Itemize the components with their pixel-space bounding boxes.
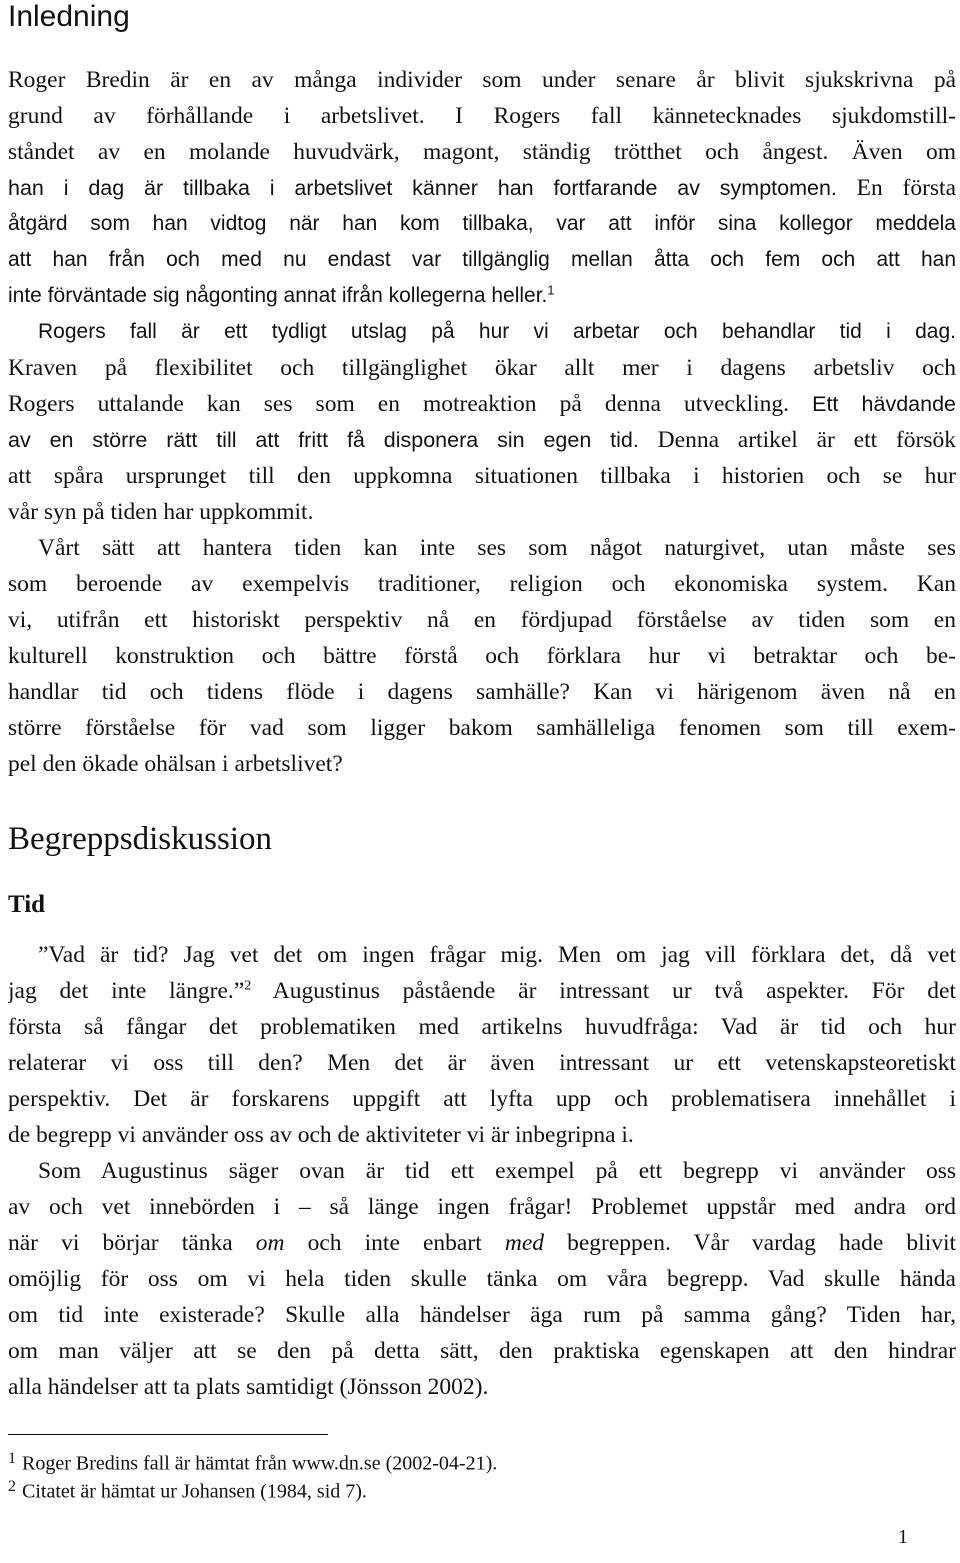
intro-line-11-sans: av en större rätt till att fritt få disponera sin egen tid. xyxy=(8,428,639,452)
page-number: 1 xyxy=(898,1526,908,1548)
footnote-2 xyxy=(8,1474,367,1503)
footnote-ref-1: 1 xyxy=(547,283,555,298)
concepts-line-12: om man väljer att se den på detta sätt, den praktiska egenskapen att den hindrar xyxy=(8,1338,956,1364)
intro-line-10 xyxy=(8,386,956,422)
intro-line-10-sans: Ett hävdande xyxy=(812,392,956,416)
footnote-separator xyxy=(8,1434,328,1435)
concepts-line-5: perspektiv. Det är forskarens uppgift att lyfta upp och problematisera innehållet i xyxy=(8,1086,956,1112)
concepts-line-9-a: när vi börjar tänka xyxy=(8,1230,233,1256)
footnote-2-number: 2 xyxy=(8,1478,16,1495)
concepts-line-8: av och vet innebörden i – så länge ingen frågar! Problemet uppstår med andra ord xyxy=(8,1194,956,1220)
intro-line-11 xyxy=(8,422,956,458)
concepts-line-2-quote-end: jag det inte längre.” xyxy=(8,978,245,1004)
concepts-line-7: Som Augustinus säger ovan är tid ett exempel på ett begrepp vi använder oss xyxy=(38,1158,956,1184)
concepts-line-9 xyxy=(8,1225,956,1261)
intro-line-13: vår syn på tiden har uppkommit. xyxy=(8,499,314,525)
footnote-1 xyxy=(8,1446,498,1475)
concepts-line-6: de begrepp vi använder oss av och de aktiviteter vi är inbegripna i. xyxy=(8,1122,634,1148)
concepts-line-9-om: om xyxy=(255,1230,285,1256)
subsection-heading-tid: Tid xyxy=(8,891,46,918)
footnote-ref-2: 2 xyxy=(244,977,252,994)
intro-line-4 xyxy=(8,170,956,206)
intro-line-20: pel den ökade ohälsan i arbetslivet? xyxy=(8,751,343,777)
footnote-1-number: 1 xyxy=(8,1450,16,1467)
intro-line-7-text: inte förväntade sig någonting annat ifrån kollegerna heller. xyxy=(8,284,548,307)
concepts-line-13: alla händelser att ta plats samtidigt (Jönsson 2002). xyxy=(8,1374,489,1400)
intro-line-6: att han från och med nu endast var tillgänglig mellan åtta och fem och att han xyxy=(8,248,956,271)
intro-line-8: Rogers fall är ett tydligt utslag på hur vi arbetar och behandlar tid i dag. xyxy=(38,320,956,343)
intro-line-3: ståndet av en molande huvudvärk, magont, ständig trötthet och ångest. Även om xyxy=(8,139,956,165)
concepts-line-1: ”Vad är tid? Jag vet det om ingen frågar mig. Men om jag vill förklara det, då vet xyxy=(38,942,956,968)
section-heading-begreppsdiskussion: Begreppsdiskussion xyxy=(8,821,272,857)
concepts-line-4: relaterar vi oss till den? Men det är även intressant ur ett vetenskapsteoretiskt xyxy=(8,1050,956,1076)
concepts-line-9-c: begreppen. Vår vardag hade blivit xyxy=(567,1230,956,1256)
intro-line-2: grund av förhållande i arbetslivet. I Rogers fall kännetecknades sjukdomstill- xyxy=(8,103,956,129)
intro-line-4-sans: han i dag är tillbaka i arbetslivet känner han fortfarande av symptomen. xyxy=(8,176,837,200)
intro-line-10-serif: Rogers uttalande kan ses som en motreaktion på denna utveckling. xyxy=(8,391,790,417)
intro-line-5: åtgärd som han vidtog när han kom tillbaka, var att inför sina kollegor meddela xyxy=(8,212,956,235)
intro-line-12: att spåra ursprunget till den uppkomna situationen tillbaka i historien och se hur xyxy=(8,463,956,489)
concepts-line-10: omöjlig för oss om vi hela tiden skulle tänka om våra begrepp. Vad skulle hända xyxy=(8,1266,956,1292)
intro-line-9: Kraven på flexibilitet och tillgänglighet ökar allt mer i dagens arbetsliv och xyxy=(8,355,956,381)
intro-line-17: kulturell konstruktion och bättre förstå och förklara hur vi betraktar och be- xyxy=(8,643,956,669)
intro-line-7 xyxy=(8,278,956,314)
concepts-line-2 xyxy=(8,973,956,1009)
concepts-line-3: första så fångar det problematiken med artikelns huvudfråga: Vad är tid och hur xyxy=(8,1014,956,1040)
intro-line-11-serif: Denna artikel är ett försök xyxy=(657,427,956,453)
intro-line-1: Roger Bredin är en av många individer som under senare år blivit sjukskrivna på xyxy=(8,67,956,93)
intro-line-18: handlar tid och tidens flöde i dagens samhälle? Kan vi härigenom även nå en xyxy=(8,679,956,705)
concepts-line-9-b: och inte enbart xyxy=(307,1230,482,1256)
intro-line-16: vi, utifrån ett historiskt perspektiv nå en fördjupad förståelse av tiden som en xyxy=(8,607,956,633)
footnote-1-text: Roger Bredins fall är hämtat från www.dn.se (2002-04-21). xyxy=(22,1452,498,1475)
section-heading-inledning: Inledning xyxy=(8,0,130,33)
intro-line-14: Vårt sätt att hantera tiden kan inte ses som något naturgivet, utan måste ses xyxy=(38,535,956,561)
footnote-2-text: Citatet är hämtat ur Johansen (1984, sid 7). xyxy=(22,1480,367,1503)
intro-line-4-serif: En första xyxy=(856,175,956,201)
intro-line-15: som beroende av exempelvis traditioner, religion och ekonomiska system. Kan xyxy=(8,571,956,597)
intro-line-19: större förståelse för vad som ligger bakom samhälleliga fenomen som till exem- xyxy=(8,715,956,741)
concepts-line-2-rest: Augustinus påstående är intressant ur två aspekter. För det xyxy=(272,978,956,1004)
concepts-line-9-med: med xyxy=(504,1230,544,1256)
concepts-line-11: om tid inte existerade? Skulle alla händelser äga rum på samma gång? Tiden har, xyxy=(8,1302,956,1328)
